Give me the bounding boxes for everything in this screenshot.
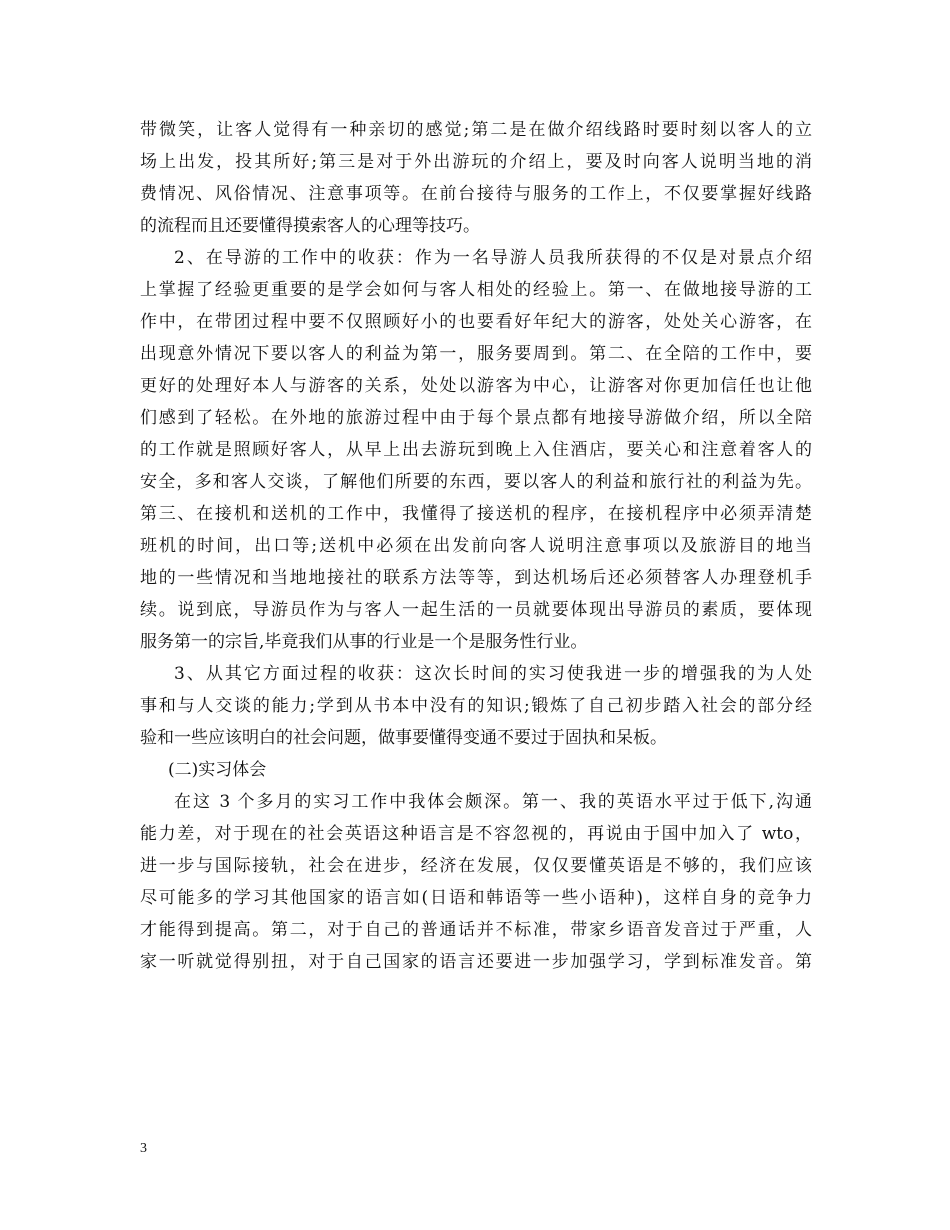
text-line: 费情况、风俗情况、注意事项等。在前台接待与服务的工作上，不仅要掌握好线路 xyxy=(140,184,812,204)
text-line: 验和一些应该明白的社会问题，做事要懂得变通不要过于固执和呆板。 xyxy=(140,728,667,748)
text-line: 才能得到提高。第二，对于自己的普通话并不标准，带家乡语音发音过于严重，人 xyxy=(140,920,812,940)
section-heading: (二)实习体会 xyxy=(168,760,267,780)
document-body xyxy=(140,114,812,978)
paragraph-start-line: 3、从其它方面过程的收获：这次长时间的实习使我进一步的增强我的为人处 xyxy=(174,664,812,684)
text-line: 安全，多和客人交谈，了解他们所要的东西，要以客人的利益和旅行社的利益为先。 xyxy=(140,472,812,492)
text-line: 续。说到底，导游员作为与客人一起生活的一员就要体现出导游员的素质，要体现 xyxy=(140,600,812,620)
paragraph-start-line: 在这 3 个多月的实习工作中我体会颇深。第一、我的英语水平过于低下,沟通 xyxy=(174,792,812,812)
text-line: 的流程而且还要懂得摸索客人的心理等技巧。 xyxy=(140,216,480,236)
page-number: 3 xyxy=(140,1141,147,1156)
text-line: 事和与人交谈的能力;学到从书本中没有的知识;锻炼了自己初步踏入社会的部分经 xyxy=(140,696,812,716)
text-line: 们感到了轻松。在外地的旅游过程中由于每个景点都有地接导游做介绍，所以全陪 xyxy=(140,408,812,428)
text-line: 的工作就是照顾好客人，从早上出去游玩到晚上入住酒店，要关心和注意着客人的 xyxy=(140,440,812,460)
paragraph-start-line: 2、在导游的工作中的收获：作为一名导游人员我所获得的不仅是对景点介绍 xyxy=(174,248,812,268)
text-line: 作中，在带团过程中要不仅照顾好小的也要看好年纪大的游客，处处关心游客，在 xyxy=(140,312,812,332)
text-line: 家一听就觉得别扭，对于自己国家的语言还要进一步加强学习，学到标准发音。第 xyxy=(140,952,812,972)
text-line: 带微笑，让客人觉得有一种亲切的感觉;第二是在做介绍线路时要时刻以客人的立 xyxy=(140,120,812,140)
text-line: 班机的时间，出口等;送机中必须在出发前向客人说明注意事项以及旅游目的地当 xyxy=(140,536,812,556)
text-line: 更好的处理好本人与游客的关系，处处以游客为中心，让游客对你更加信任也让他 xyxy=(140,376,812,396)
text-line: 场上出发，投其所好;第三是对于外出游玩的介绍上，要及时向客人说明当地的消 xyxy=(140,152,812,172)
text-line: 出现意外情况下要以客人的利益为第一，服务要周到。第二、在全陪的工作中，要 xyxy=(140,344,812,364)
text-line: 进一步与国际接轨，社会在进步，经济在发展，仅仅要懂英语是不够的，我们应该 xyxy=(140,856,812,876)
text-line: 服务第一的宗旨,毕竟我们从事的行业是一个是服务性行业。 xyxy=(140,632,588,652)
text-line: 地的一些情况和当地地接社的联系方法等等，到达机场后还必须替客人办理登机手 xyxy=(140,568,812,588)
text-line: 能力差，对于现在的社会英语这种语言是不容忽视的，再说由于国中加入了 wto， xyxy=(140,824,812,844)
text-line: 上掌握了经验更重要的是学会如何与客人相处的经验上。第一、在做地接导游的工 xyxy=(140,280,812,300)
text-line: 第三、在接机和送机的工作中，我懂得了接送机的程序，在接机程序中必须弄清楚 xyxy=(140,504,812,524)
text-line: 尽可能多的学习其他国家的语言如(日语和韩语等一些小语种)，这样自身的竞争力 xyxy=(140,888,812,908)
